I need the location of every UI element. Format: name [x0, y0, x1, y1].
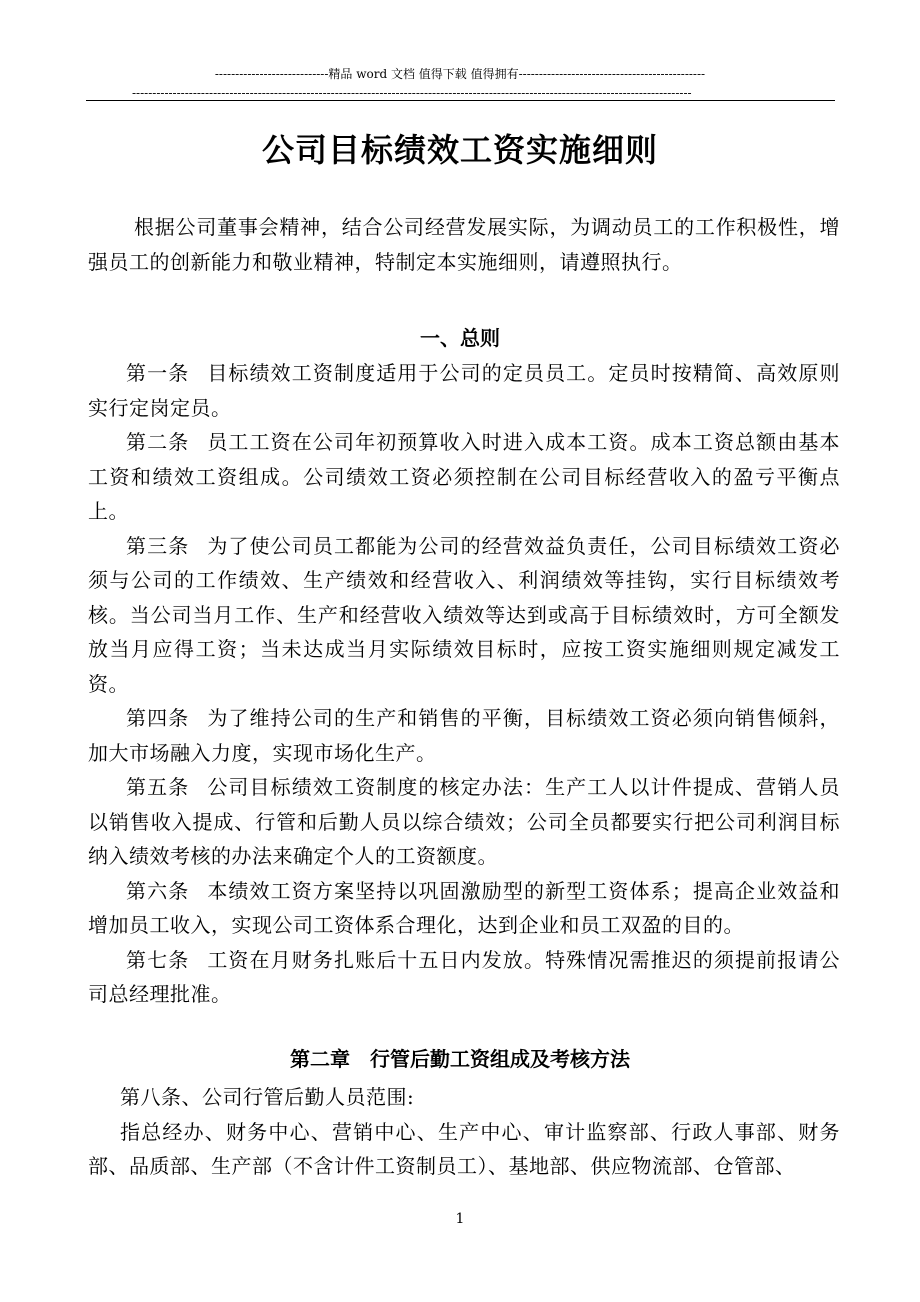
article-paragraph	[88, 770, 840, 874]
article-paragraph	[88, 425, 840, 529]
article-paragraph	[88, 701, 840, 770]
article-text: 为了使公司员工都能为公司的经营效益负责任，公司目标绩效工资必须与公司的工作绩效、生产绩效和经营收入、利润绩效等挂钩，实行目标绩效考核。当公司当月工作、生产和经营收入绩效等达到或高于目标绩效时，方可全额发放当月应得工资；当未达成当月实际绩效目标时，应按工资实施细则规定减发工资。	[88, 533, 840, 696]
intro-paragraph: 根据公司董事会精神，结合公司经营发展实际，为调动员工的工作积极性，增强员工的创新能力和敬业精神，特制定本实施细则，请遵照执行。	[88, 215, 840, 274]
article-number: 第二条	[126, 430, 190, 454]
chapter-heading-admin-wages: 第二章 行管后勤工资组成及考核方法	[290, 1047, 630, 1071]
article-number: 第五条	[126, 775, 190, 799]
article-number: 第六条	[126, 878, 190, 903]
page-header-banner: ----------------------------精品 word 文档 值得下载 值得拥有----------------------------------------------	[214, 67, 706, 81]
article-text: 本绩效工资方案坚持以巩固激励型的新型工资体系；提高企业效益和增加员工收入，实现公司工资体系合理化，达到企业和员工双盈的目的。	[88, 878, 840, 937]
header-rule	[86, 100, 835, 101]
article8-body: 指总经办、财务中心、营销中心、生产中心、审计监察部、行政人事部、财务部、品质部、生产部（不含计件工资制员工）、基地部、供应物流部、仓管部、	[88, 1119, 840, 1178]
article-paragraph	[88, 943, 840, 1012]
article-text: 公司目标绩效工资制度的核定办法：生产工人以计件提成、营销人员以销售收入提成、行管和后勤人员以综合绩效；公司全员都要实行把公司利润目标纳入绩效考核的办法来确定个人的工资额度。	[88, 775, 840, 868]
article-text: 工资在月财务扎账后十五日内发放。特殊情况需推迟的须提前报请公司总经理批准。	[88, 947, 840, 1006]
page-header-dashes: ------------------------------------------------------------------------------------------------------------------------------------------	[132, 86, 692, 100]
article-number: 第四条	[126, 706, 190, 730]
article-paragraph	[88, 874, 840, 943]
article-paragraph	[88, 529, 840, 702]
article-paragraph	[88, 356, 840, 425]
article-number: 第一条	[126, 361, 190, 385]
article8-title: 第八条、公司行管后勤人员范围:	[120, 1085, 415, 1109]
article-number: 第七条	[126, 947, 190, 972]
page-number: 1	[455, 1211, 465, 1227]
article-text: 员工工资在公司年初预算收入时进入成本工资。成本工资总额由基本工资和绩效工资组成。公司绩效工资必须控制在公司目标经营收入的盈亏平衡点上。	[88, 430, 840, 523]
article-text: 目标绩效工资制度适用于公司的定员员工。定员时按精简、高效原则实行定岗定员。	[88, 361, 840, 420]
article-list	[88, 356, 840, 1012]
article-number: 第三条	[126, 533, 190, 558]
article-text: 为了维持公司的生产和销售的平衡，目标绩效工资必须向销售倾斜，加大市场融入力度，实现市场化生产。	[88, 706, 840, 765]
section-heading-general: 一、总则	[420, 326, 500, 350]
document-title: 公司目标绩效工资实施细则	[261, 131, 658, 169]
chapter2-body	[88, 1080, 840, 1184]
